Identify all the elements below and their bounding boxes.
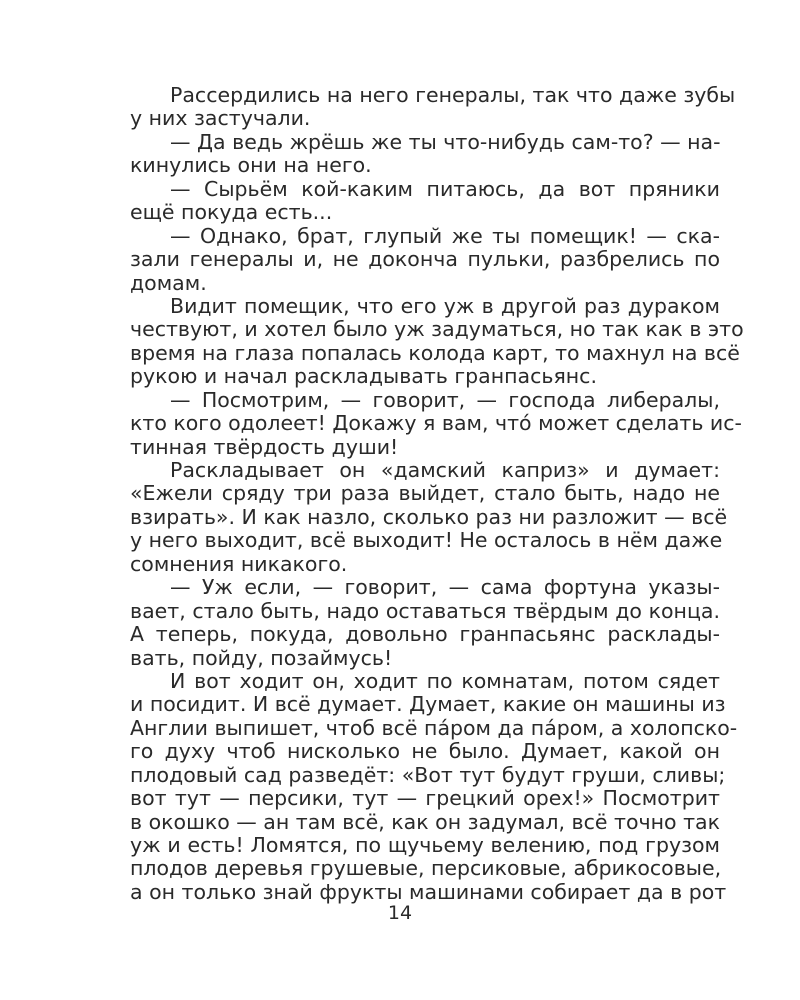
text-line: вает, стало быть, надо оставаться твёрдым до конца. [130,598,720,623]
text-line: в окошко — ан там всё, как он задумал, всё точно так [130,809,720,834]
text-line: домам. [130,270,207,295]
text-line: ещё покуда есть... [130,200,333,225]
paragraph [130,668,738,904]
paragraph [130,178,720,225]
text-line: — Сырьём кой-каким питаюсь, да вот пряники [170,176,720,201]
text-line: Англии выпишет, чтоб всё па́ром да па́ром, а холопско- [130,715,738,740]
text-line: у них застучали. [130,106,311,131]
paragraph [130,131,720,178]
text-line: плодов деревья грушевые, персиковые, абрикосовые, [130,856,722,881]
text-line: Раскладывает он «дамский каприз» и думает: [170,458,720,482]
text-line: Рассердились на него генералы, так что даже зубы [170,83,736,107]
paragraph [130,83,736,131]
text-line: а он только знай фрукты машинами собирает да в рот [130,879,727,904]
text-line: и посидит. И всё думает. Думает, какие он машины из [130,692,726,717]
text-line: го духу чтоб нисколько не было. Думает, какой он [130,739,720,764]
paragraph [130,225,720,295]
text-line: «Ежели сряду три раза выйдет, стало быть, надо не [130,481,720,506]
page-number: 14 [387,902,413,924]
body-text [130,83,744,904]
text-line: сомнения никакого. [130,551,348,576]
text-line: плодовый сад разведёт: «Вот тут будут груши, сливы; [130,762,726,787]
text-line: — Да ведь жрёшь же ты что-нибудь сам-то? — на- [170,129,721,154]
text-line: Видит помещик, что его уж в другой раз дураком [170,293,720,318]
text-line: уж и есть! Ломятся, по щучьему велению, под грузом [130,833,720,857]
text-line: — Посмотрим, — говорит, — господа либералы, [170,387,720,412]
text-line: взирать». И как назло, сколько раз ни разложит — всё [130,504,728,529]
text-line: вать, пойду, позаймусь! [130,645,393,670]
text-line: — Однако, брат, глупый же ты помещик! — ска- [170,223,720,248]
paragraph [130,293,744,389]
paragraph [130,387,742,459]
text-line: — Уж если, — говорит, — сама фортуна указы- [170,575,720,600]
text-line: рукою и начал раскладывать гранпасьянс. [130,364,597,389]
text-line: зали генералы и, не доконча пульки, разбрелись по [130,247,720,272]
text-line: И вот ходит он, ходит по комнатам, потом сядет [170,668,720,693]
paragraph [130,576,720,670]
text-line: вот тут — персики, тут — грецкий орех!» Посмотрит [130,786,720,811]
text-line: А теперь, покуда, довольно гранпасьянс расклады- [130,622,720,647]
text-line: кто кого одолеет! Докажу я вам, что́ может сделать ис- [130,411,742,436]
text-line: тинная твёрдость души! [130,434,399,459]
text-line: время на глаза попалась колода карт, то махнул на всё [130,340,740,365]
text-line: у него выходит, всё выходит! Не осталось в нём даже [130,528,723,553]
text-line: чествуют, и хотел было уж задуматься, но так как в это [130,317,744,342]
text-line: кинулись они на него. [130,153,372,178]
paragraph [130,458,728,576]
